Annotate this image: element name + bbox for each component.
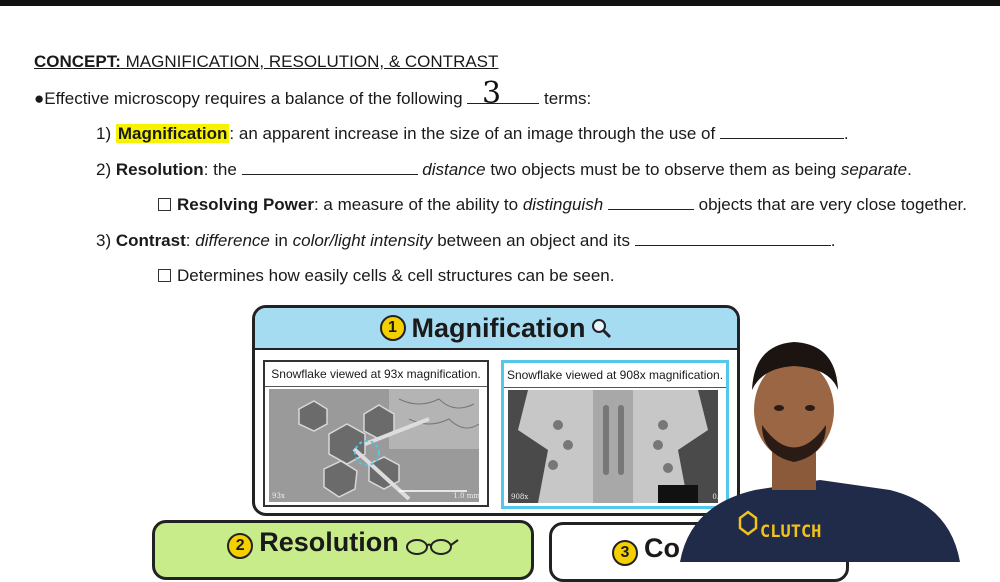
- number-badge: 2: [227, 533, 253, 559]
- shirt-logo-text: CLUTCH: [760, 522, 822, 542]
- checkbox-icon: [158, 269, 171, 282]
- image-caption: Snowflake viewed at 93x magnification.: [265, 362, 487, 387]
- intro-line: ●Effective microscopy requires a balance of the following terms:: [34, 89, 592, 108]
- highlighted-term: Magnification: [117, 124, 228, 143]
- contrast-title: Co: [644, 533, 680, 563]
- checkbox-icon: [158, 198, 171, 211]
- magnification-title: Magnification: [411, 312, 586, 343]
- sub-resolving-power: Resolving Power: a measure of the ability to distinguish objects that are very close together.: [158, 195, 967, 215]
- sub-determines: Determines how easily cells & cell structures can be seen.: [158, 266, 614, 286]
- resolution-title: Resolution: [259, 527, 399, 557]
- handwritten-answer: 3: [482, 76, 502, 111]
- item-resolution: 2) Resolution: the distance two objects must be to observe them as being separate.: [96, 160, 912, 179]
- glasses-icon: [403, 535, 459, 557]
- concept-title: CONCEPT: MAGNIFICATION, RESOLUTION, & CONTRAST: [34, 52, 499, 71]
- snowflake-micrograph: [269, 389, 479, 502]
- number-badge: 1: [380, 315, 406, 341]
- presenter-video: [660, 330, 1000, 562]
- snowflake-image-93x: Snowflake viewed at 93x magnification. 93x 1.0 mm: [263, 360, 489, 507]
- image-caption: Snowflake viewed at 908x magnification.: [504, 363, 726, 388]
- item-magnification: 1) Magnification : an apparent increase in the size of an image through the use of .: [96, 124, 849, 143]
- item-contrast: 3) Contrast: difference in color/light intensity between an object and its .: [96, 231, 836, 250]
- resolution-panel: [152, 520, 534, 580]
- top-bar: [0, 0, 1000, 6]
- number-badge: 3: [612, 540, 638, 566]
- snowflake-image-908x: Snowflake viewed at 908x magnification. 908x 0.: [501, 360, 729, 509]
- magnifying-glass-icon: [589, 316, 613, 340]
